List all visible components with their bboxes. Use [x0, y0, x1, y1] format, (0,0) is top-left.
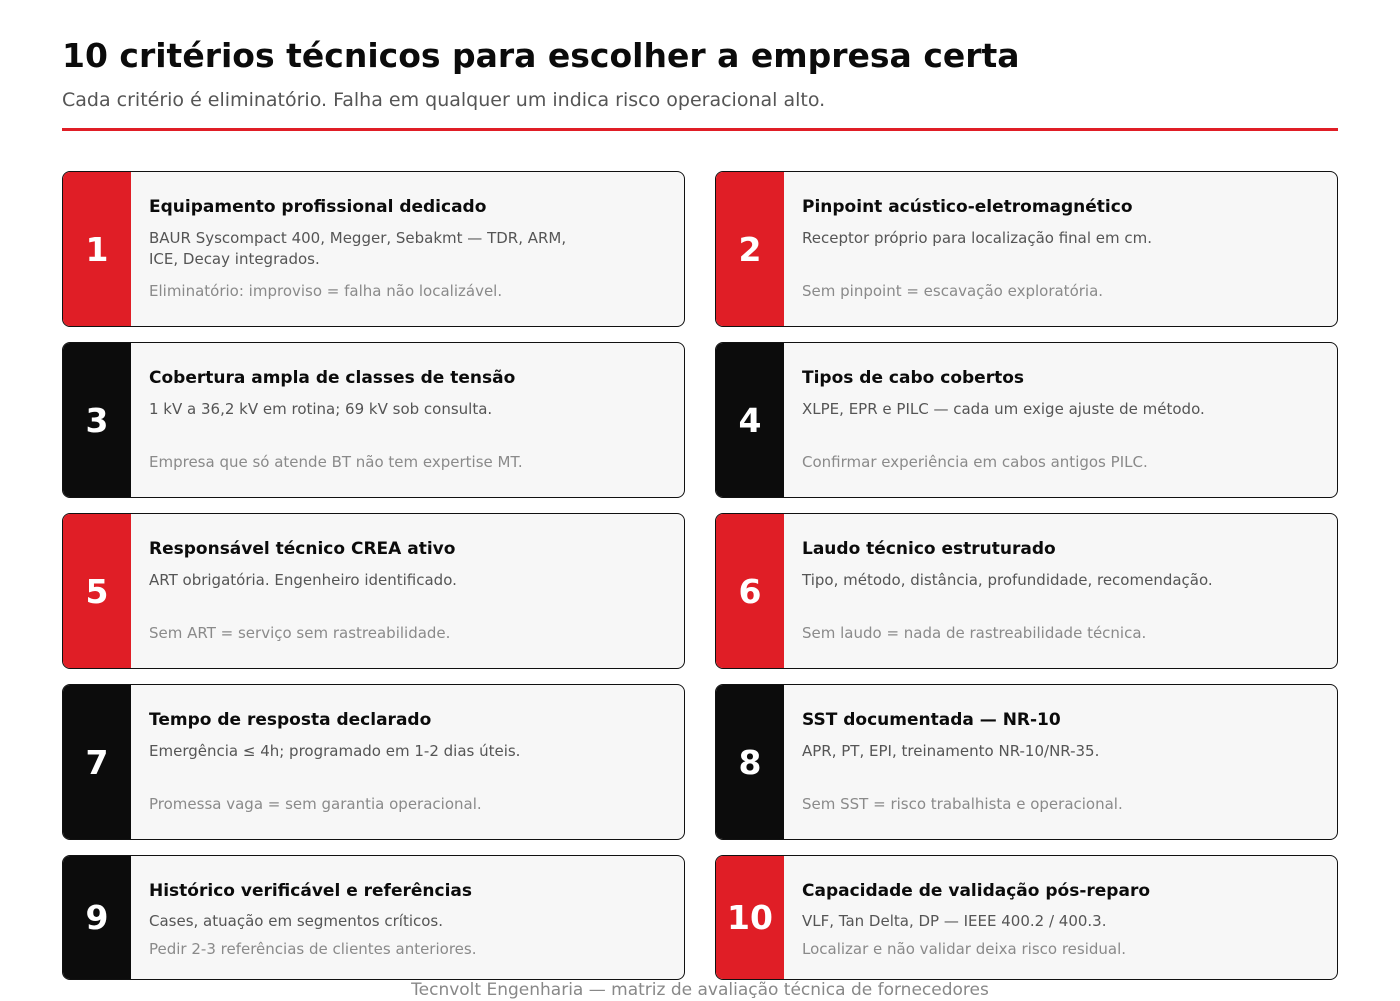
criterion-number: 2 [716, 172, 784, 326]
criterion-number: 7 [63, 685, 131, 839]
criterion-title: Responsável técnico CREA ativo [149, 539, 456, 559]
criterion-description: 1 kV a 36,2 kV em rotina; 69 kV sob consulta. [149, 400, 493, 418]
criterion-title: Laudo técnico estruturado [802, 539, 1056, 559]
criterion-number: 4 [716, 343, 784, 497]
criterion-title: Tipos de cabo cobertos [802, 368, 1025, 388]
criterion-note: Sem ART = serviço sem rastreabilidade. [149, 624, 451, 642]
criterion-title: Equipamento profissional dedicado [149, 197, 487, 217]
criterion-number: 9 [63, 856, 131, 979]
criterion-card-1 [62, 171, 685, 327]
criterion-card-3 [62, 342, 685, 498]
criterion-note: Empresa que só atende BT não tem expertise MT. [149, 453, 523, 471]
criterion-description: ART obrigatória. Engenheiro identificado. [149, 571, 457, 589]
criterion-title: Cobertura ampla de classes de tensão [149, 368, 516, 388]
criterion-card-7 [62, 684, 685, 840]
criterion-number: 1 [63, 172, 131, 326]
criterion-note: Eliminatório: improviso = falha não localizável. [149, 282, 503, 300]
criterion-note: Localizar e não validar deixa risco residual. [802, 940, 1127, 958]
criterion-description: Tipo, método, distância, profundidade, recomendação. [802, 571, 1213, 589]
criterion-card-2 [715, 171, 1338, 327]
criterion-card-4 [715, 342, 1338, 498]
criterion-card-10 [715, 855, 1338, 980]
criterion-title: Pinpoint acústico-eletromagnético [802, 197, 1133, 217]
criterion-card-8 [715, 684, 1338, 840]
criterion-note: Sem SST = risco trabalhista e operacional. [802, 795, 1123, 813]
criterion-note: Pedir 2-3 referências de clientes anteriores. [149, 940, 477, 958]
criterion-description: APR, PT, EPI, treinamento NR-10/NR-35. [802, 742, 1100, 760]
criterion-title: SST documentada — NR-10 [802, 710, 1061, 730]
criterion-note: Promessa vaga = sem garantia operacional. [149, 795, 482, 813]
criterion-note: Sem laudo = nada de rastreabilidade técnica. [802, 624, 1147, 642]
criterion-number: 10 [716, 856, 784, 979]
criterion-title: Tempo de resposta declarado [149, 710, 432, 730]
criterion-description: BAUR Syscompact 400, Megger, Sebakmt — TDR, ARM, ICE, Decay integrados. [149, 229, 567, 268]
footer-caption: Tecnvolt Engenharia — matriz de avaliação técnica de fornecedores [411, 980, 989, 1000]
criterion-description: Emergência ≤ 4h; programado em 1-2 dias úteis. [149, 742, 521, 760]
criterion-card-5 [62, 513, 685, 669]
criterion-number: 5 [63, 514, 131, 668]
criterion-card-9 [62, 855, 685, 980]
criterion-number: 3 [63, 343, 131, 497]
criterion-title: Histórico verificável e referências [149, 881, 472, 901]
criterion-description: VLF, Tan Delta, DP — IEEE 400.2 / 400.3. [802, 912, 1107, 930]
criterion-title: Capacidade de validação pós-reparo [802, 881, 1151, 901]
criterion-note: Sem pinpoint = escavação exploratória. [802, 282, 1104, 300]
criterion-number: 8 [716, 685, 784, 839]
page-subtitle: Cada critério é eliminatório. Falha em qualquer um indica risco operacional alto. [62, 89, 826, 111]
criterion-number: 6 [716, 514, 784, 668]
criterion-card-6 [715, 513, 1338, 669]
criterion-description: Cases, atuação em segmentos críticos. [149, 912, 444, 930]
page-title: 10 critérios técnicos para escolher a empresa certa [62, 36, 1020, 75]
criterion-note: Confirmar experiência em cabos antigos PILC. [802, 453, 1148, 471]
header-divider [62, 128, 1338, 131]
criterion-description: Receptor próprio para localização final em cm. [802, 229, 1153, 247]
criterion-description: XLPE, EPR e PILC — cada um exige ajuste de método. [802, 400, 1205, 418]
